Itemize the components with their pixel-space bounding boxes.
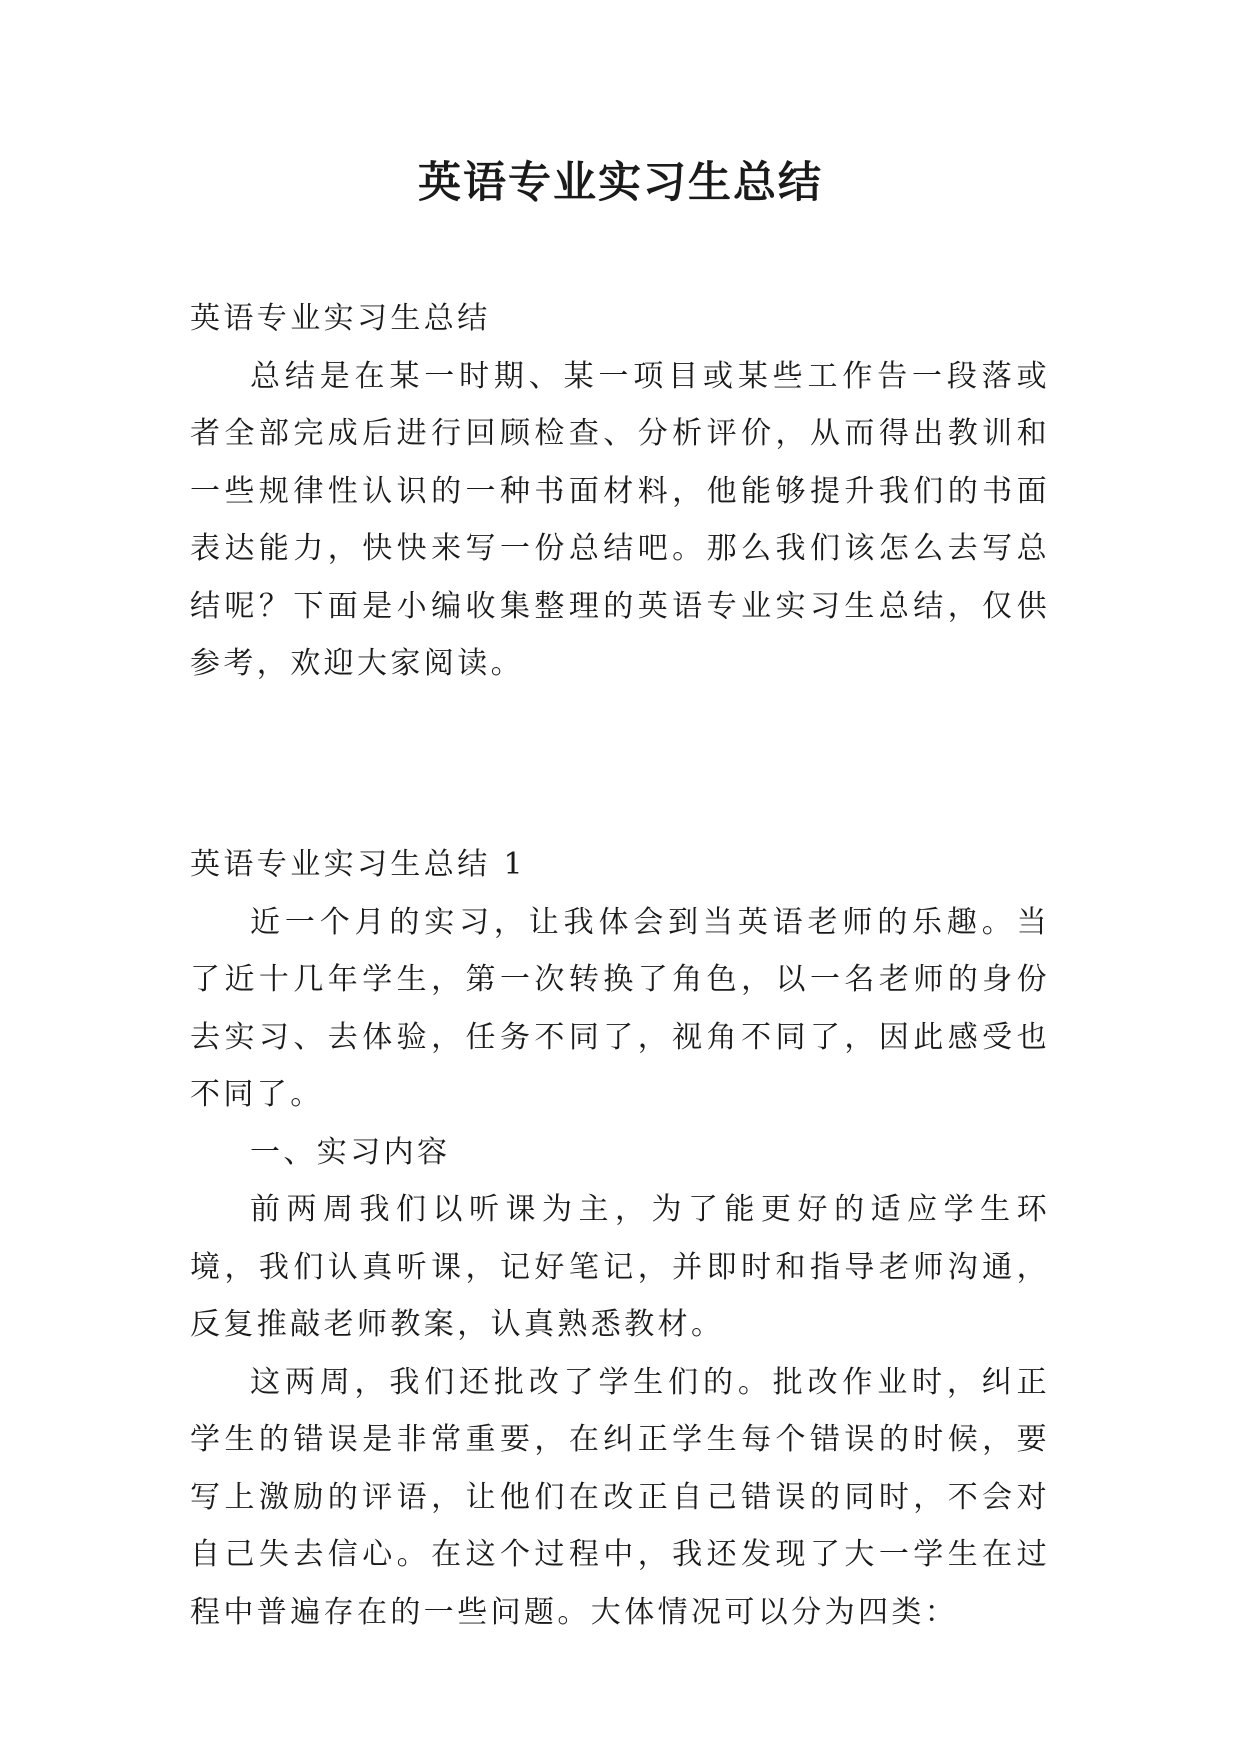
document-title: 英语专业实习生总结: [418, 158, 823, 208]
intro-paragraph: 总结是在某一时期、某一项目或某些工作告一段落或者全部完成后进行回顾检查、分析评价，从而得出教训和一些规律性认识的一种书面材料，他能够提升我们的书面表达能力，快快来写一份总结吧。那么我们该怎么去写总结呢？下面是小编收集整理的英语专业实习生总结，仅供参考，欢迎大家阅读。: [190, 358, 1050, 681]
subheading-internship-content: 一、实习内容: [250, 1134, 451, 1170]
paragraph: 近一个月的实习，让我体会到当英语老师的乐趣。当了近十几年学生，第一次转换了角色，以一名老师的身份去实习、去体验，任务不同了，视角不同了，因此感受也不同了。: [190, 904, 1050, 1112]
paragraph: 前两周我们以听课为主，为了能更好的适应学生环境，我们认真听课，记好笔记，并即时和指导老师沟通，反复推敲老师教案，认真熟悉教材。: [190, 1192, 1050, 1342]
paragraph: 这两周，我们还批改了学生们的。批改作业时，纠正学生的错误是非常重要，在纠正学生每个错误的时候，要写上激励的评语，让他们在改正自己错误的同时，不会对自己失去信心。在这个过程中，我还发现了大一学生在过程中普遍存在的一些问题。大体情况可以分为四类：: [190, 1364, 1050, 1630]
intro-heading: 英语专业实习生总结: [190, 301, 491, 336]
section-1-heading: 英语专业实习生总结 1: [190, 847, 527, 882]
intro-section: [190, 290, 1050, 693]
section-1: [190, 836, 1050, 1641]
